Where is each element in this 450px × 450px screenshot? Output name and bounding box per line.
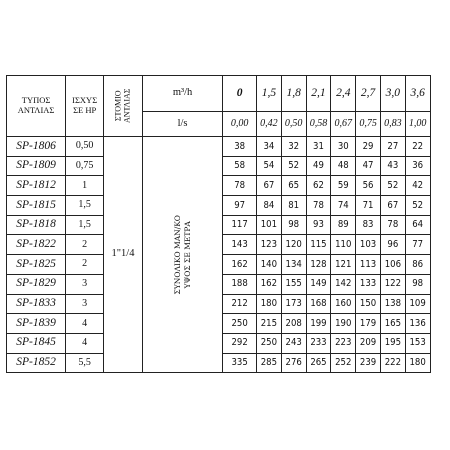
head-value-cell: 173 (281, 294, 306, 314)
head-value-cell: 136 (405, 314, 430, 334)
head-value-cell: 162 (223, 255, 257, 275)
head-value-cell: 180 (256, 294, 281, 314)
head-value-cell: 36 (405, 156, 430, 176)
head-value-cell: 223 (331, 333, 356, 353)
head-value-cell: 42 (405, 176, 430, 196)
total-head-label-line2: ΥΨΟΣ ΣΕ ΜΕΤΡΑ (182, 220, 192, 289)
pump-performance-table (6, 75, 450, 373)
head-value-cell: 32 (281, 137, 306, 157)
head-value-cell: 165 (380, 314, 405, 334)
head-value-cell: 38 (223, 137, 257, 157)
head-value-cell: 195 (380, 333, 405, 353)
head-value-cell: 29 (356, 137, 381, 157)
power-cell: 1 (66, 176, 104, 196)
head-value-cell: 117 (223, 215, 257, 235)
head-value-cell: 52 (281, 156, 306, 176)
head-value-cell: 162 (256, 274, 281, 294)
head-value-cell: 77 (405, 235, 430, 255)
head-value-cell: 113 (356, 255, 381, 275)
head-value-cell: 188 (223, 274, 257, 294)
header-outlet (104, 76, 143, 137)
head-value-cell: 150 (356, 294, 381, 314)
head-value-cell: 86 (405, 255, 430, 275)
head-value-cell: 128 (306, 255, 331, 275)
total-head-label-line1: ΣΥΝΟΛΙΚΟ ΜΑΝ/ΚΟ (172, 214, 182, 295)
power-cell: 2 (66, 255, 104, 275)
head-value-cell: 120 (281, 235, 306, 255)
flow-ls-cell: 0,83 (380, 112, 405, 137)
header-unit-m3h: m³/h (142, 76, 222, 112)
head-value-cell: 143 (223, 235, 257, 255)
pump-type-cell: SP-1812 (7, 176, 66, 196)
head-value-cell: 74 (331, 196, 356, 216)
head-value-cell: 243 (281, 333, 306, 353)
head-value-cell: 54 (256, 156, 281, 176)
flow-m3h-cell: 1,8 (281, 76, 306, 112)
flow-m3h-cell: 2,1 (306, 76, 331, 112)
flow-ls-cell: 0,50 (281, 112, 306, 137)
flow-ls-cell: 0,58 (306, 112, 331, 137)
head-value-cell: 110 (331, 235, 356, 255)
pump-type-cell: SP-1809 (7, 156, 66, 176)
head-value-cell: 212 (223, 294, 257, 314)
header-pump-type-line2: ΑΝΤΛΙΑΣ (17, 105, 55, 115)
head-value-cell: 250 (223, 314, 257, 334)
head-value-cell: 59 (331, 176, 356, 196)
head-value-cell: 58 (223, 156, 257, 176)
head-value-cell: 155 (281, 274, 306, 294)
head-value-cell: 106 (380, 255, 405, 275)
pump-type-cell: SP-1822 (7, 235, 66, 255)
head-value-cell: 134 (281, 255, 306, 275)
head-value-cell: 133 (356, 274, 381, 294)
head-value-cell: 52 (405, 196, 430, 216)
head-value-cell: 199 (306, 314, 331, 334)
head-value-cell: 138 (380, 294, 405, 314)
head-value-cell: 140 (256, 255, 281, 275)
pump-type-cell: SP-1818 (7, 215, 66, 235)
head-value-cell: 31 (306, 137, 331, 157)
table-row (7, 156, 450, 176)
head-value-cell: 103 (356, 235, 381, 255)
power-cell: 1,5 (66, 196, 104, 216)
table-row (7, 255, 450, 275)
flow-m3h-cell: 2,7 (356, 76, 381, 112)
power-cell: 4 (66, 333, 104, 353)
head-value-cell: 27 (380, 137, 405, 157)
head-value-cell: 149 (306, 274, 331, 294)
head-value-cell: 265 (306, 353, 331, 373)
head-value-cell: 62 (306, 176, 331, 196)
outlet-size-cell: 1"1/4 (104, 137, 143, 373)
flow-m3h-cell: 2,4 (331, 76, 356, 112)
head-value-cell: 233 (306, 333, 331, 353)
power-cell: 3 (66, 274, 104, 294)
total-head-label (173, 215, 193, 294)
head-value-cell: 123 (256, 235, 281, 255)
table-body (7, 137, 450, 373)
table-row (7, 235, 450, 255)
total-head-label-cell (142, 137, 222, 373)
header-pump-type (7, 76, 66, 137)
flow-ls-cell: 0,00 (223, 112, 257, 137)
flow-ls-cell: 0,42 (256, 112, 281, 137)
head-value-cell: 56 (356, 176, 381, 196)
head-value-cell: 109 (405, 294, 430, 314)
head-value-cell: 98 (281, 215, 306, 235)
head-value-cell: 97 (223, 196, 257, 216)
power-cell: 0,50 (66, 137, 104, 157)
head-value-cell: 30 (331, 137, 356, 157)
header-outlet-line2: ΑΝΤΛΙΑΣ (122, 88, 132, 124)
head-value-cell: 83 (356, 215, 381, 235)
head-value-cell: 78 (223, 176, 257, 196)
head-value-cell: 180 (405, 353, 430, 373)
head-value-cell: 276 (281, 353, 306, 373)
head-value-cell: 215 (256, 314, 281, 334)
table-row (7, 176, 450, 196)
head-value-cell: 98 (405, 274, 430, 294)
pump-type-cell: SP-1852 (7, 353, 66, 373)
pump-type-cell: SP-1806 (7, 137, 66, 157)
flow-ls-cell: 0,67 (331, 112, 356, 137)
head-value-cell: 115 (306, 235, 331, 255)
power-cell: 4 (66, 314, 104, 334)
head-value-cell: 335 (223, 353, 257, 373)
head-value-cell: 160 (331, 294, 356, 314)
head-value-cell: 78 (380, 215, 405, 235)
header-power-line1: ΙΣΧΥΣ (72, 95, 98, 106)
header-power (66, 76, 104, 137)
table-row (7, 294, 450, 314)
table-row (7, 314, 450, 334)
header-outlet-line1: ΣΤΟΜΙΟ (113, 90, 123, 122)
head-value-cell: 81 (281, 196, 306, 216)
pump-type-cell: SP-1825 (7, 255, 66, 275)
head-value-cell: 292 (223, 333, 257, 353)
flow-m3h-cell: 0 (223, 76, 257, 112)
power-cell: 5,5 (66, 353, 104, 373)
head-value-cell: 48 (331, 156, 356, 176)
head-value-cell: 208 (281, 314, 306, 334)
header-pump-type-line1: ΤΥΠΟΣ (21, 95, 51, 106)
head-value-cell: 47 (356, 156, 381, 176)
head-value-cell: 52 (380, 176, 405, 196)
head-value-cell: 142 (331, 274, 356, 294)
head-value-cell: 71 (356, 196, 381, 216)
table-row (7, 353, 450, 373)
head-value-cell: 22 (405, 137, 430, 157)
head-value-cell: 222 (380, 353, 405, 373)
head-value-cell: 78 (306, 196, 331, 216)
head-value-cell: 67 (380, 196, 405, 216)
table-row (7, 274, 450, 294)
power-cell: 0,75 (66, 156, 104, 176)
flow-ls-cell: 1,00 (405, 112, 430, 137)
pump-type-cell: SP-1839 (7, 314, 66, 334)
head-value-cell: 190 (331, 314, 356, 334)
head-value-cell: 34 (256, 137, 281, 157)
pump-type-cell: SP-1833 (7, 294, 66, 314)
head-value-cell: 84 (256, 196, 281, 216)
flow-ls-cell: 0,75 (356, 112, 381, 137)
power-cell: 3 (66, 294, 104, 314)
head-value-cell: 179 (356, 314, 381, 334)
pump-type-cell: SP-1845 (7, 333, 66, 353)
head-value-cell: 121 (331, 255, 356, 275)
head-value-cell: 122 (380, 274, 405, 294)
flow-m3h-cell: 1,5 (256, 76, 281, 112)
header-outlet-text (114, 89, 132, 123)
power-cell: 1,5 (66, 215, 104, 235)
table-row (7, 137, 450, 157)
head-value-cell: 67 (256, 176, 281, 196)
head-value-cell: 250 (256, 333, 281, 353)
table-row (7, 215, 450, 235)
flow-m3h-cell: 3,0 (380, 76, 405, 112)
head-value-cell: 239 (356, 353, 381, 373)
flow-m3h-cell: 3,6 (405, 76, 430, 112)
head-value-cell: 285 (256, 353, 281, 373)
pump-type-cell: SP-1829 (7, 274, 66, 294)
pump-type-cell: SP-1815 (7, 196, 66, 216)
header-unit-ls: l/s (142, 112, 222, 137)
pump-performance-table-wrapper (6, 75, 450, 373)
head-value-cell: 252 (331, 353, 356, 373)
table-row (7, 333, 450, 353)
header-power-line2: ΣΕ HP (73, 105, 97, 115)
head-value-cell: 101 (256, 215, 281, 235)
head-value-cell: 89 (331, 215, 356, 235)
head-value-cell: 153 (405, 333, 430, 353)
head-value-cell: 96 (380, 235, 405, 255)
head-value-cell: 209 (356, 333, 381, 353)
head-value-cell: 49 (306, 156, 331, 176)
head-value-cell: 65 (281, 176, 306, 196)
power-cell: 2 (66, 235, 104, 255)
head-value-cell: 93 (306, 215, 331, 235)
head-value-cell: 168 (306, 294, 331, 314)
head-value-cell: 43 (380, 156, 405, 176)
head-value-cell: 64 (405, 215, 430, 235)
header-row-m3h (7, 76, 450, 112)
table-row (7, 196, 450, 216)
